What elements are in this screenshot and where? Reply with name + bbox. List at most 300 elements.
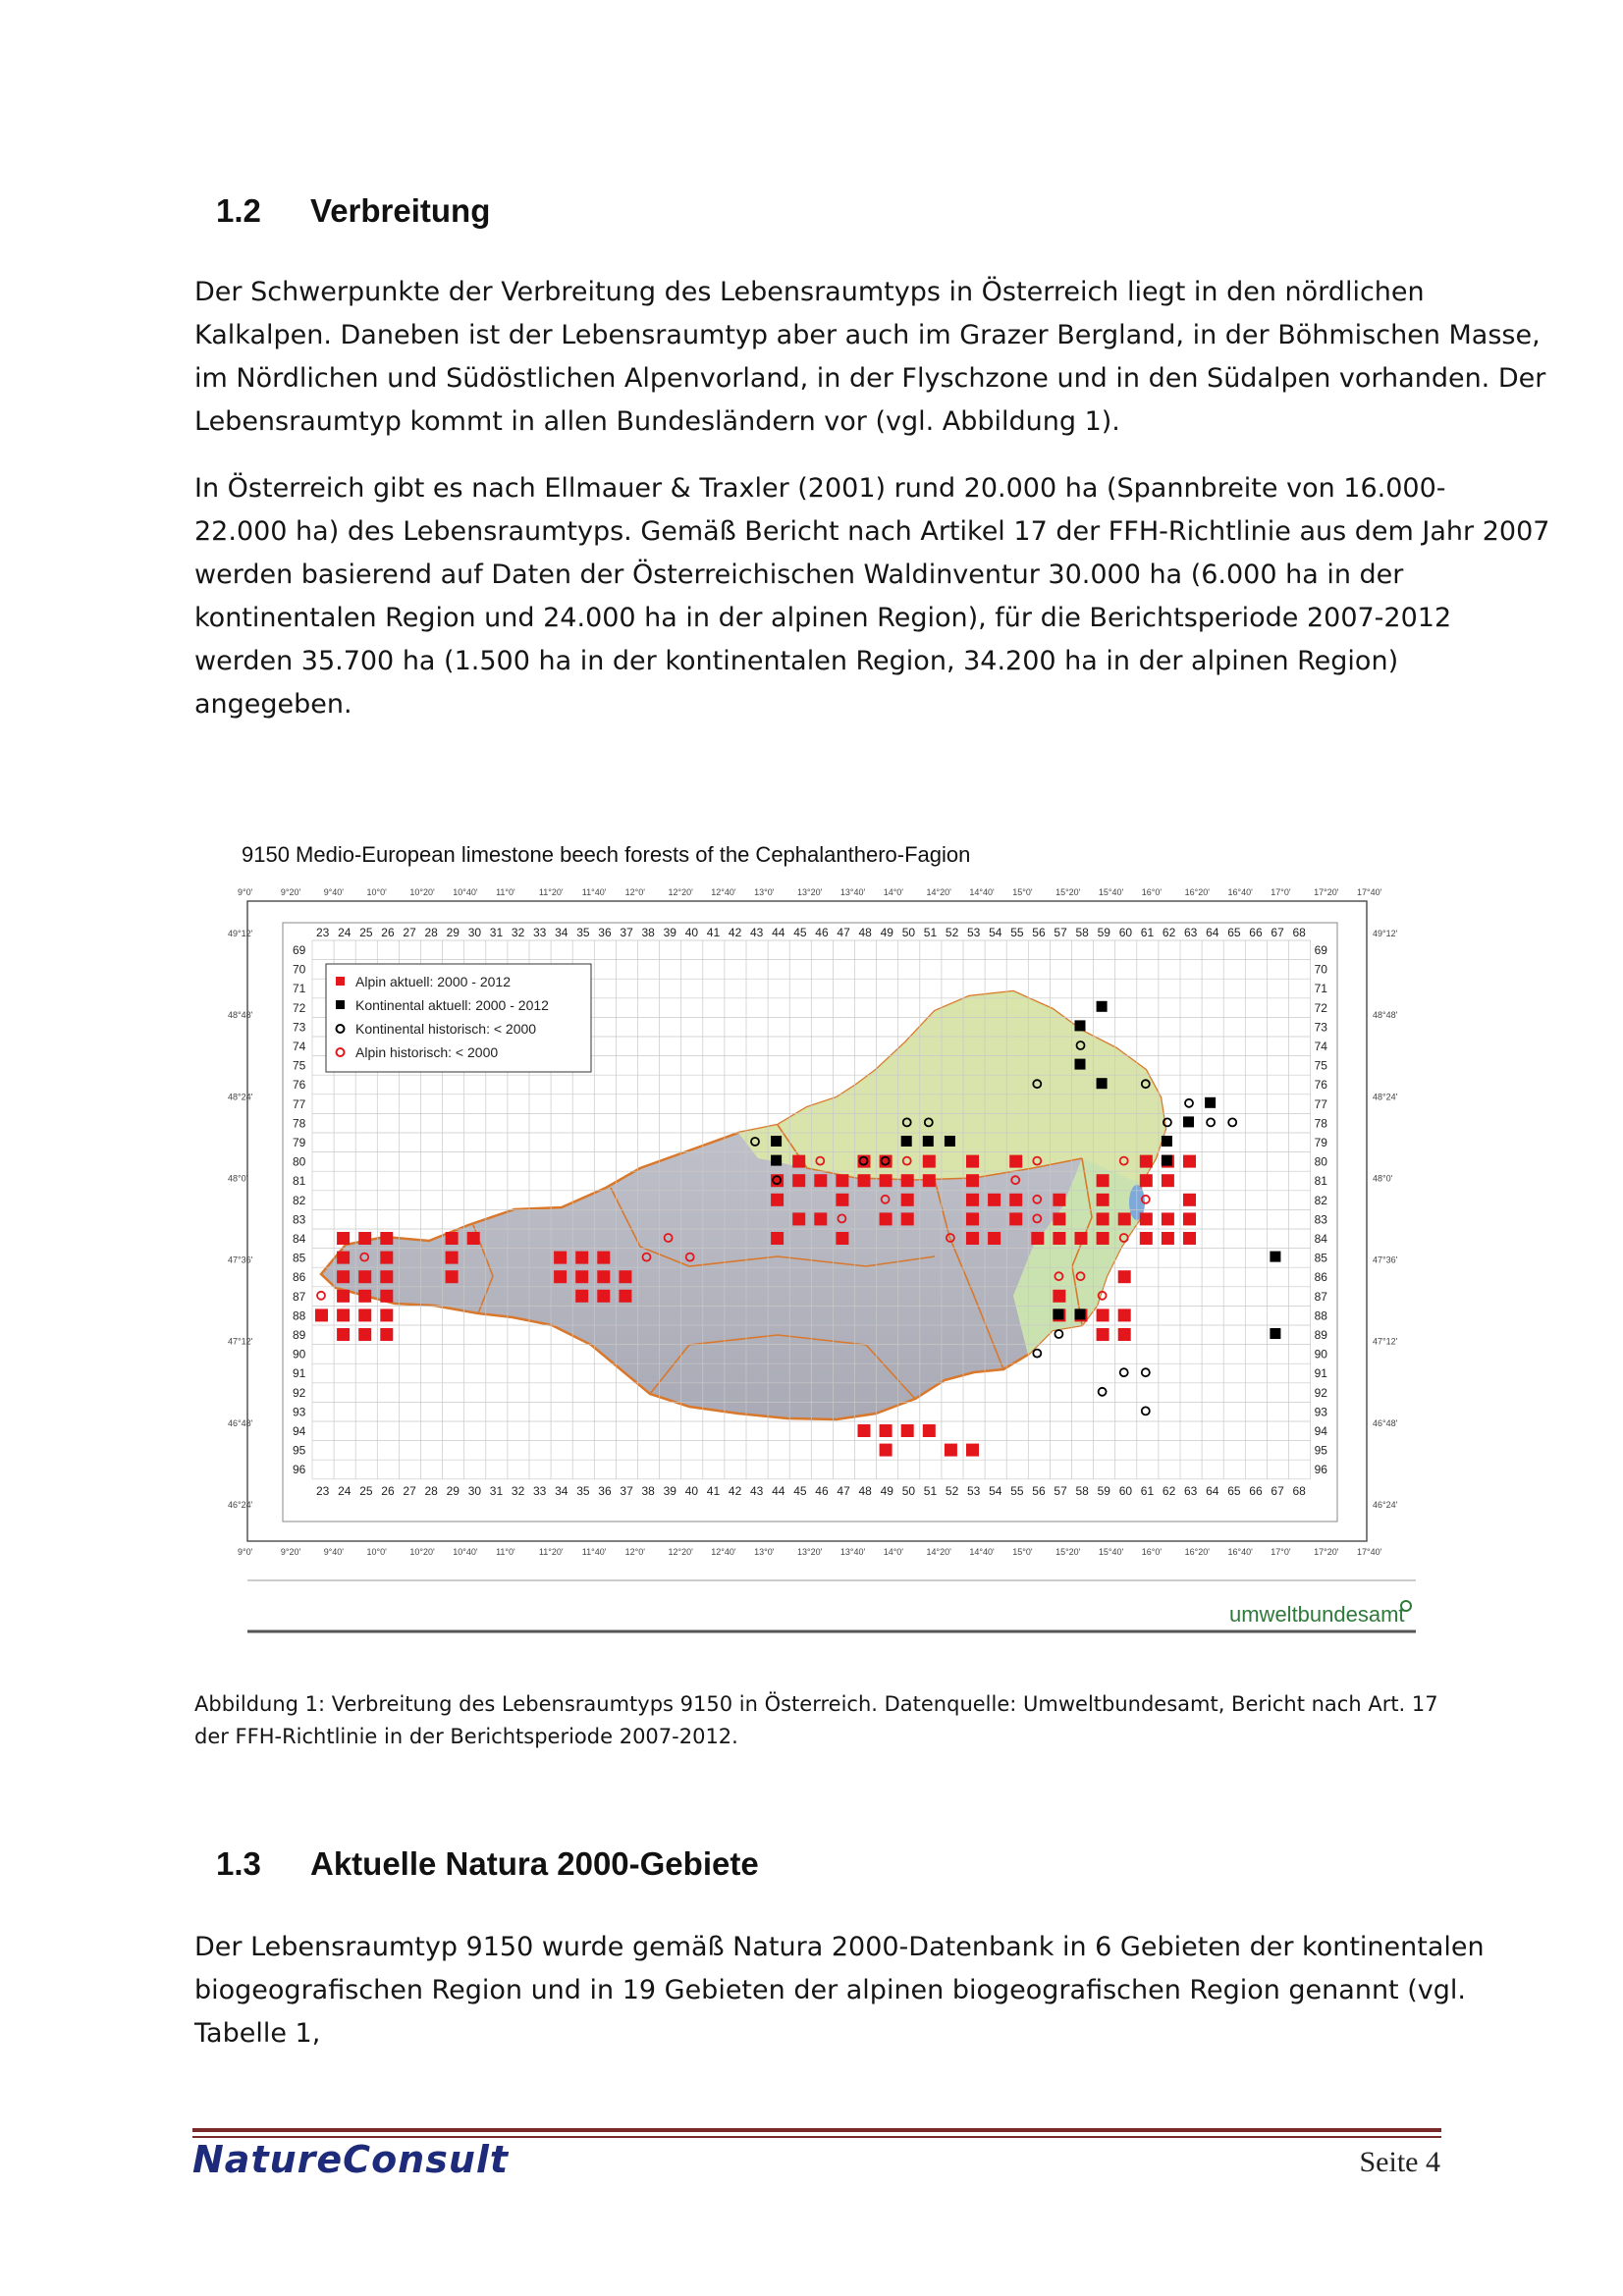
longitude-label: 13°20': [797, 887, 823, 897]
longitude-label: 9°20': [280, 887, 301, 897]
column-label: 24: [338, 926, 352, 939]
column-label: 45: [793, 1483, 807, 1498]
column-label: 43: [750, 926, 764, 939]
alpine-current-point: [575, 1290, 588, 1303]
column-label: 42: [728, 926, 742, 939]
row-label: 90: [1314, 1347, 1327, 1362]
continental-current-point: [1097, 1001, 1108, 1012]
alpine-current-point: [358, 1270, 371, 1283]
text-line: Tabelle 1,: [194, 2018, 321, 2049]
latitude-label: 47°12': [228, 1336, 253, 1347]
row-label: 77: [293, 1096, 306, 1111]
longitude-label: 13°40': [839, 1547, 866, 1557]
longitude-label: 15°40': [1098, 887, 1124, 897]
row-label: 96: [1314, 1463, 1327, 1477]
alpine-current-point: [966, 1444, 979, 1457]
column-label: 54: [989, 926, 1002, 939]
longitude-label: 14°40': [969, 1547, 995, 1557]
column-label: 25: [359, 926, 373, 939]
column-label: 66: [1249, 1483, 1263, 1498]
column-label: 32: [511, 926, 525, 939]
alpine-current-point: [446, 1232, 459, 1245]
row-label: 72: [293, 1000, 306, 1015]
longitude-label: 16°20': [1184, 887, 1210, 897]
longitude-label: 17°40': [1357, 1547, 1382, 1557]
row-label: 87: [1314, 1289, 1327, 1304]
longitude-label: 15°20': [1055, 1547, 1081, 1557]
longitude-label: 13°40': [839, 887, 866, 897]
row-label: 79: [293, 1136, 306, 1149]
alpine-current-point: [575, 1252, 588, 1264]
alpine-current-point: [358, 1232, 371, 1245]
column-label: 29: [446, 926, 460, 939]
column-label: 58: [1075, 1483, 1089, 1498]
row-label: 70: [1314, 962, 1327, 977]
alpine-current-point: [792, 1155, 805, 1168]
column-label: 56: [1032, 1483, 1046, 1498]
column-label: 25: [359, 1483, 373, 1498]
alpine-current-point: [858, 1174, 871, 1187]
longitude-label: 10°0': [366, 1547, 387, 1557]
alpine-current-point: [966, 1155, 979, 1168]
row-label: 71: [1314, 982, 1327, 996]
alpine-current-point: [337, 1252, 350, 1264]
longitude-label: 12°0': [624, 1547, 645, 1557]
section-heading-1-3: [216, 1845, 759, 1883]
alpine-current-point: [1053, 1194, 1065, 1206]
longitude-label: 12°20': [668, 887, 693, 897]
continental-current-point: [1183, 1116, 1194, 1127]
column-label: 62: [1162, 926, 1176, 939]
column-label: 64: [1206, 926, 1219, 939]
latitude-label: 48°24': [228, 1092, 253, 1102]
longitude-label: 10°20': [409, 887, 435, 897]
longitude-label: 9°40': [323, 1547, 345, 1557]
caption-line: Abbildung 1: Verbreitung des Lebensraumtyps 9150 in Österreich. Datenquelle: Umweltbundesamt, Bericht nach Art. 17: [194, 1692, 1438, 1716]
latitude-label: 48°24': [1373, 1092, 1398, 1102]
column-label: 68: [1292, 926, 1306, 939]
alpine-current-point: [814, 1212, 827, 1225]
alpine-current-point: [836, 1174, 848, 1187]
text-line: werden 35.700 ha (1.500 ha in der kontinentalen Region, 34.200 ha in der alpinen Region): [194, 646, 1399, 676]
longitude-label: 14°20': [926, 1547, 951, 1557]
column-label: 32: [511, 1483, 525, 1498]
column-label: 49: [880, 1483, 893, 1498]
footer-rule: [192, 2128, 1441, 2132]
alpine-current-point: [337, 1290, 350, 1303]
alpine-current-point: [945, 1444, 957, 1457]
latitude-label: 48°0': [1373, 1173, 1393, 1184]
alpine-current-point: [1118, 1270, 1131, 1283]
longitude-label: 12°40': [711, 1547, 736, 1557]
column-label: 52: [945, 926, 959, 939]
alpine-current-point: [880, 1174, 893, 1187]
latitude-label: 47°12': [1373, 1336, 1398, 1347]
row-label: 83: [293, 1212, 306, 1227]
column-label: 67: [1271, 1483, 1284, 1498]
alpine-current-point: [901, 1212, 914, 1225]
continental-current-point: [945, 1136, 955, 1147]
row-label: 95: [1314, 1443, 1327, 1458]
row-label: 77: [1314, 1096, 1327, 1111]
column-label: 28: [424, 926, 438, 939]
continental-current-point: [1075, 1308, 1086, 1319]
alpine-current-point: [619, 1290, 631, 1303]
alpine-current-point: [988, 1194, 1001, 1206]
alpine-current-point: [966, 1232, 979, 1245]
longitude-label: 16°0': [1141, 887, 1163, 897]
row-label: 95: [293, 1443, 306, 1458]
column-label: 67: [1271, 926, 1284, 939]
continental-current-point: [1097, 1078, 1108, 1089]
page-number: Seite 4: [1359, 2146, 1440, 2178]
row-label: 90: [293, 1347, 306, 1362]
column-label: 57: [1054, 1483, 1067, 1498]
latitude-label: 47°36': [228, 1255, 253, 1265]
longitude-label: 14°0': [883, 1547, 904, 1557]
column-label: 28: [424, 1483, 438, 1498]
map-title: 9150 Medio-European limestone beech forests of the Cephalanthero-Fagion: [242, 842, 971, 867]
longitude-label: 17°20': [1314, 887, 1339, 897]
row-label: 84: [293, 1232, 306, 1246]
row-label: 69: [1314, 943, 1327, 957]
text-line: In Österreich gibt es nach Ellmauer & Traxler (2001) rund 20.000 ha (Spannbreite von 16.000-: [194, 473, 1446, 504]
column-label: 44: [772, 926, 785, 939]
alpine-current-point: [1162, 1232, 1174, 1245]
column-label: 39: [663, 1483, 676, 1498]
column-label: 53: [967, 1483, 981, 1498]
alpine-current-point: [380, 1252, 393, 1264]
alpine-current-point: [575, 1270, 588, 1283]
row-label: 87: [293, 1289, 306, 1304]
paragraph-area: [194, 467, 1550, 726]
alpine-current-point: [1075, 1232, 1088, 1245]
alpine-current-point: [814, 1174, 827, 1187]
legend-symbol-square: [336, 1000, 345, 1009]
alpine-current-point: [901, 1174, 914, 1187]
column-label: 60: [1118, 926, 1133, 939]
latitude-label: 49°12': [228, 929, 253, 938]
distribution-map: [228, 834, 1426, 1644]
latitude-label: 46°48': [228, 1417, 253, 1428]
alpine-current-point: [1162, 1212, 1174, 1225]
column-label: 38: [641, 1483, 655, 1498]
continental-current-point: [1270, 1328, 1280, 1339]
alpine-current-point: [923, 1174, 936, 1187]
row-label: 93: [293, 1405, 306, 1419]
column-label: 36: [598, 1483, 612, 1498]
column-label: 60: [1118, 1483, 1133, 1498]
longitude-labels-top: [238, 887, 1382, 897]
alpine-current-point: [380, 1232, 393, 1245]
column-label: 23: [316, 1483, 330, 1498]
column-label: 23: [316, 926, 330, 939]
column-label: 27: [403, 1483, 416, 1498]
alpine-current-point: [358, 1328, 371, 1341]
alpine-current-point: [380, 1308, 393, 1321]
column-label: 55: [1010, 1483, 1024, 1498]
longitude-label: 14°20': [926, 887, 951, 897]
column-label: 47: [837, 926, 850, 939]
alpine-current-point: [358, 1290, 371, 1303]
longitude-label: 12°0': [624, 887, 645, 897]
row-label: 86: [1314, 1270, 1327, 1285]
longitude-label: 9°40': [323, 887, 345, 897]
column-label: 30: [467, 1483, 482, 1498]
row-label: 88: [293, 1308, 306, 1323]
column-label: 56: [1032, 926, 1046, 939]
alpine-current-point: [1183, 1194, 1196, 1206]
column-label: 61: [1140, 926, 1155, 939]
alpine-current-point: [792, 1174, 805, 1187]
row-label: 91: [293, 1366, 306, 1381]
row-label: 81: [293, 1174, 306, 1189]
row-label: 94: [1314, 1424, 1327, 1438]
continental-current-point: [1075, 1020, 1086, 1031]
column-label: 63: [1184, 1483, 1198, 1498]
column-label: 47: [837, 1483, 850, 1498]
latitude-label: 47°36': [1373, 1255, 1398, 1265]
column-label: 43: [750, 1483, 764, 1498]
longitude-label: 10°0': [366, 887, 387, 897]
longitude-label: 13°0': [754, 1547, 775, 1557]
text-line: Der Schwerpunkte der Verbreitung des Lebensraumtyps in Österreich liegt in den nördlichen: [194, 277, 1425, 307]
row-label: 92: [1314, 1385, 1327, 1400]
text-line: Der Lebensraumtyp 9150 wurde gemäß Natura 2000-Datenbank in 6 Gebieten der kontinentalen: [194, 1932, 1485, 1962]
row-label: 75: [1314, 1058, 1327, 1073]
longitude-label: 16°0': [1141, 1547, 1163, 1557]
latitude-label: 46°24': [1373, 1500, 1398, 1510]
longitude-label: 9°0': [238, 887, 253, 897]
column-label: 64: [1206, 1483, 1219, 1498]
column-label: 26: [381, 926, 395, 939]
continental-current-point: [771, 1155, 782, 1166]
row-label: 81: [1314, 1174, 1327, 1189]
row-label: 83: [1314, 1212, 1327, 1227]
text-line: werden basierend auf Daten der Österreichischen Waldinventur 30.000 ha (6.000 ha in der: [194, 560, 1404, 590]
text-line: kontinentalen Region und 24.000 ha in der alpinen Region), für die Berichtsperiode 2007-2012: [194, 603, 1452, 633]
alpine-current-point: [880, 1444, 893, 1457]
column-label: 68: [1292, 1483, 1306, 1498]
row-label: 92: [293, 1385, 306, 1400]
alpine-current-point: [380, 1290, 393, 1303]
column-label: 39: [663, 926, 676, 939]
section-number: 1.3: [216, 1845, 261, 1882]
column-label: 59: [1097, 926, 1110, 939]
longitude-label: 17°0': [1271, 887, 1291, 897]
latitude-label: 46°24': [228, 1500, 253, 1510]
alpine-current-point: [597, 1270, 610, 1283]
alpine-current-point: [619, 1270, 631, 1283]
paragraph-natura2000: [194, 1926, 1485, 2056]
alpine-current-point: [1009, 1155, 1022, 1168]
row-label: 88: [1314, 1308, 1327, 1323]
longitude-label: 12°20': [668, 1547, 693, 1557]
longitude-label: 14°0': [883, 887, 904, 897]
longitude-label: 16°40': [1227, 887, 1253, 897]
continental-current-point: [901, 1136, 912, 1147]
column-label: 30: [467, 926, 482, 939]
column-label: 37: [620, 926, 633, 939]
row-label: 85: [1314, 1251, 1327, 1265]
row-label: 94: [293, 1424, 306, 1438]
row-label: 76: [1314, 1078, 1327, 1093]
alpine-current-point: [792, 1212, 805, 1225]
column-label: 66: [1249, 926, 1263, 939]
figure-caption: [194, 1688, 1471, 1753]
longitude-label: 12°40': [711, 887, 736, 897]
column-label: 41: [706, 926, 721, 939]
alpine-current-point: [337, 1308, 350, 1321]
alpine-current-point: [1118, 1212, 1131, 1225]
latitude-label: 48°48': [228, 1010, 253, 1021]
row-label: 89: [1314, 1328, 1327, 1342]
column-label: 52: [945, 1483, 959, 1498]
row-label: 76: [293, 1078, 306, 1093]
latitude-label: 48°0': [228, 1173, 248, 1184]
row-label: 86: [293, 1270, 306, 1285]
alpine-current-point: [1009, 1194, 1022, 1206]
alpine-current-point: [836, 1232, 848, 1245]
row-label: 80: [1314, 1154, 1327, 1169]
section-title: Aktuelle Natura 2000-Gebiete: [310, 1845, 759, 1882]
alpine-current-point: [771, 1194, 784, 1206]
longitude-label: 11°0': [496, 887, 515, 897]
alpine-current-point: [1097, 1194, 1109, 1206]
row-label: 71: [293, 982, 306, 996]
column-label: 46: [815, 926, 829, 939]
alpine-current-point: [923, 1424, 936, 1437]
latitude-label: 49°12': [1373, 929, 1398, 938]
alpine-current-point: [1031, 1232, 1044, 1245]
column-label: 48: [858, 926, 872, 939]
alpine-current-point: [1183, 1232, 1196, 1245]
alpine-current-point: [554, 1252, 567, 1264]
alpine-current-point: [1053, 1212, 1065, 1225]
alpine-current-point: [1183, 1155, 1196, 1168]
longitude-label: 13°0': [754, 887, 775, 897]
section-title: Verbreitung: [310, 192, 491, 229]
column-label: 42: [728, 1483, 742, 1498]
continental-current-point: [1162, 1155, 1172, 1166]
column-label: 59: [1097, 1483, 1110, 1498]
umweltbundesamt-logo: umweltbundesamt: [1229, 1602, 1405, 1627]
continental-current-point: [1053, 1308, 1063, 1319]
longitude-label: 11°20': [538, 887, 564, 897]
column-label: 51: [923, 1483, 938, 1498]
alpine-current-point: [901, 1194, 914, 1206]
legend-label: Alpin aktuell: 2000 - 2012: [355, 974, 511, 989]
alpine-current-point: [966, 1174, 979, 1187]
row-label: 74: [1314, 1040, 1327, 1053]
column-label: 24: [338, 1483, 352, 1498]
longitude-label: 9°20': [280, 1547, 301, 1557]
row-label: 79: [1314, 1136, 1327, 1149]
column-label: 50: [901, 1483, 916, 1498]
continental-current-point: [1270, 1252, 1280, 1262]
alpine-current-point: [966, 1194, 979, 1206]
alpine-current-point: [1118, 1328, 1131, 1341]
alpine-current-point: [1097, 1174, 1109, 1187]
continental-current-point: [923, 1136, 934, 1147]
section-number: 1.2: [216, 192, 261, 229]
row-label: 82: [293, 1193, 306, 1207]
row-label: 75: [293, 1058, 306, 1073]
column-label: 50: [901, 926, 916, 939]
alpine-current-point: [1140, 1155, 1153, 1168]
column-label: 34: [555, 926, 568, 939]
legend-label: Kontinental historisch: < 2000: [355, 1021, 537, 1037]
footer-brand: NatureConsult: [192, 2138, 510, 2181]
alpine-current-point: [1118, 1308, 1131, 1321]
row-label: 74: [293, 1040, 306, 1053]
caption-line: der FFH-Richtlinie in der Berichtsperiode 2007-2012.: [194, 1725, 738, 1748]
alpine-current-point: [337, 1328, 350, 1341]
text-line: Lebensraumtyp kommt in allen Bundesländern vor (vgl. Abbildung 1).: [194, 406, 1120, 437]
column-label: 34: [555, 1483, 568, 1498]
legend-symbol-square: [336, 977, 345, 986]
alpine-current-point: [358, 1308, 371, 1321]
longitude-label: 11°0': [496, 1547, 515, 1557]
row-label: 80: [293, 1154, 306, 1169]
column-label: 49: [880, 926, 893, 939]
column-label: 33: [533, 1483, 547, 1498]
longitude-label: 14°40': [969, 887, 995, 897]
column-label: 57: [1054, 926, 1067, 939]
row-label: 78: [293, 1116, 306, 1131]
column-label: 48: [858, 1483, 872, 1498]
longitude-label: 9°0': [238, 1547, 253, 1557]
alpine-current-point: [1183, 1212, 1196, 1225]
alpine-current-point: [901, 1424, 914, 1437]
column-label: 54: [989, 1483, 1002, 1498]
column-label: 40: [684, 926, 699, 939]
row-label: 89: [293, 1328, 306, 1342]
column-label: 36: [598, 926, 612, 939]
alpine-current-point: [880, 1212, 893, 1225]
text-line: biogeografischen Region und in 19 Gebieten der alpinen biogeografischen Region genannt (vgl.: [194, 1975, 1466, 2005]
alpine-current-point: [966, 1212, 979, 1225]
text-line: 22.000 ha) des Lebensraumtyps. Gemäß Bericht nach Artikel 17 der FFH-Richtlinie aus dem Jahr 2007: [194, 516, 1550, 547]
column-label: 62: [1162, 1483, 1176, 1498]
alpine-current-point: [1053, 1290, 1065, 1303]
alpine-current-point: [1009, 1212, 1022, 1225]
legend-label: Kontinental aktuell: 2000 - 2012: [355, 997, 549, 1013]
column-label: 38: [641, 926, 655, 939]
alpine-current-point: [554, 1270, 567, 1283]
longitude-label: 16°40': [1227, 1547, 1253, 1557]
longitude-label: 10°40': [453, 1547, 478, 1557]
column-label: 26: [381, 1483, 395, 1498]
column-label: 40: [684, 1483, 699, 1498]
column-label: 61: [1140, 1483, 1155, 1498]
continental-current-point: [1162, 1136, 1172, 1147]
alpine-current-point: [1097, 1212, 1109, 1225]
continental-current-point: [771, 1136, 782, 1147]
latitude-labels-right: [1373, 929, 1398, 1510]
column-label: 41: [706, 1483, 721, 1498]
row-label: 70: [293, 962, 306, 977]
column-label: 65: [1227, 1483, 1241, 1498]
continental-current-point: [1205, 1097, 1216, 1108]
section-heading-1-2: [216, 192, 490, 230]
column-label: 45: [793, 926, 807, 939]
longitude-label: 10°20': [409, 1547, 435, 1557]
alpine-current-point: [923, 1155, 936, 1168]
longitude-label: 11°20': [538, 1547, 564, 1557]
column-label: 51: [923, 926, 938, 939]
alpine-current-point: [337, 1232, 350, 1245]
